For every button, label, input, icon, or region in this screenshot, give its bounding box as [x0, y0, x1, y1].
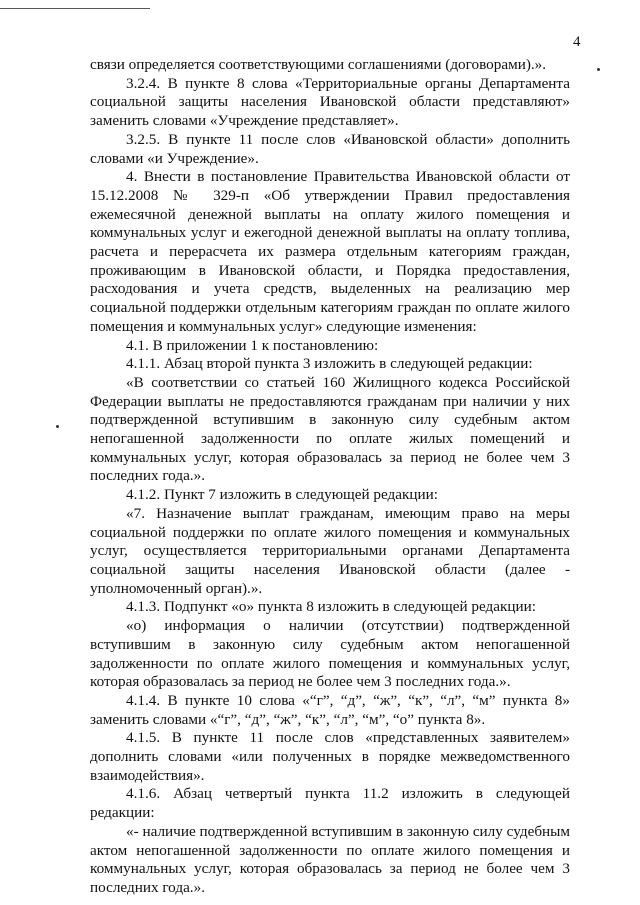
paragraph: 3.2.4. В пункте 8 слова «Территориальные органы Департамента социальной защиты населения Ивановской области представляют» заменить словами «Учреждение представляет».	[90, 74, 570, 130]
paragraph: «- наличие подтвержденной вступившим в законную силу судебным актом непогашенной задолженности по оплате жилого помещения и коммунальных услуг, которая образовалась за период не более чем 3 последних года.».	[90, 822, 570, 896]
paragraph: «о) информация о наличии (отсутствии) подтвержденной вступившим в законную силу судебным актом непогашенной задолженности по оплате жилого помещения и коммунальных услуг, которая образовалась за период не более чем 3 последних года.».	[90, 617, 570, 691]
paragraph: 4.1.2. Пункт 7 изложить в следующей редакции:	[126, 486, 439, 504]
paragraph: 4.1.5. В пункте 11 после слов «представленных заявителем» дополнить словами «или полученных в порядке межведомственного взаимодействия».	[90, 729, 570, 784]
header-rule	[0, 8, 150, 9]
page-number: 4	[573, 34, 581, 50]
paragraph: «7. Назначение выплат гражданам, имеющим право на меры социальной поддержки по оплате жилого помещения и коммунальных услуг, осуществляется территориальными органами Департамента социальной защиты населения Ивановской области (далее - уполномоченный орган).».	[90, 504, 570, 597]
paragraph: 3.2.5. В пункте 11 после слов «Ивановской области» дополнить словами «и Учреждение».	[90, 130, 570, 167]
paragraph: 4. Внести в постановление Правительства Ивановской области от 15.12.2008 № 329-п «Об утверждении Правил предоставления ежемесячной денежной выплаты на оплату жилого помещения и коммунальных услуг и ежегодной денежной выплаты на оплату топлива, расчета и перерасчета их размера отдельным категориям граждан, проживающим в Ивановской области, и Порядка предоставления, расходования и учета средств, выделенных на реализацию мер социальной поддержки отдельным категориям граждан по оплате жилого помещения и коммунальных услуг» следующие изменения:	[90, 168, 570, 335]
paragraph: 4.1.4. В пункте 10 слова «“г”, “д”, “ж”, “к”, “л”, “м” пункта 8» заменить словами «“г”, “д”, “ж”, “к”, “л”, “м”, “о” пункта 8».	[90, 691, 570, 728]
document-body	[90, 56, 570, 898]
paragraph: 4.1.1. Абзац второй пункта 3 изложить в следующей редакции:	[126, 355, 533, 373]
margin-mark	[597, 68, 600, 71]
paragraph: 4.1.6. Абзац четвертый пункта 11.2 изложить в следующей редакции:	[90, 785, 570, 822]
paragraph: «В соответствии со статьей 160 Жилищного кодекса Российской Федерации выплаты не предоставляются гражданам при наличии у них подтвержденной вступившим в законную силу судебным актом непогашенной задолженности по оплате жилых помещений и коммунальных услуг, которая образовалась за период не более чем 3 последних года.».	[90, 373, 570, 485]
paragraph: 4.1. В приложении 1 к постановлению:	[126, 336, 379, 354]
paragraph: 4.1.3. Подпункт «о» пункта 8 изложить в следующей редакции:	[126, 598, 536, 616]
margin-mark	[56, 425, 59, 428]
paragraph: связи определяется соответствующими соглашениями (договорами).».	[90, 56, 547, 73]
